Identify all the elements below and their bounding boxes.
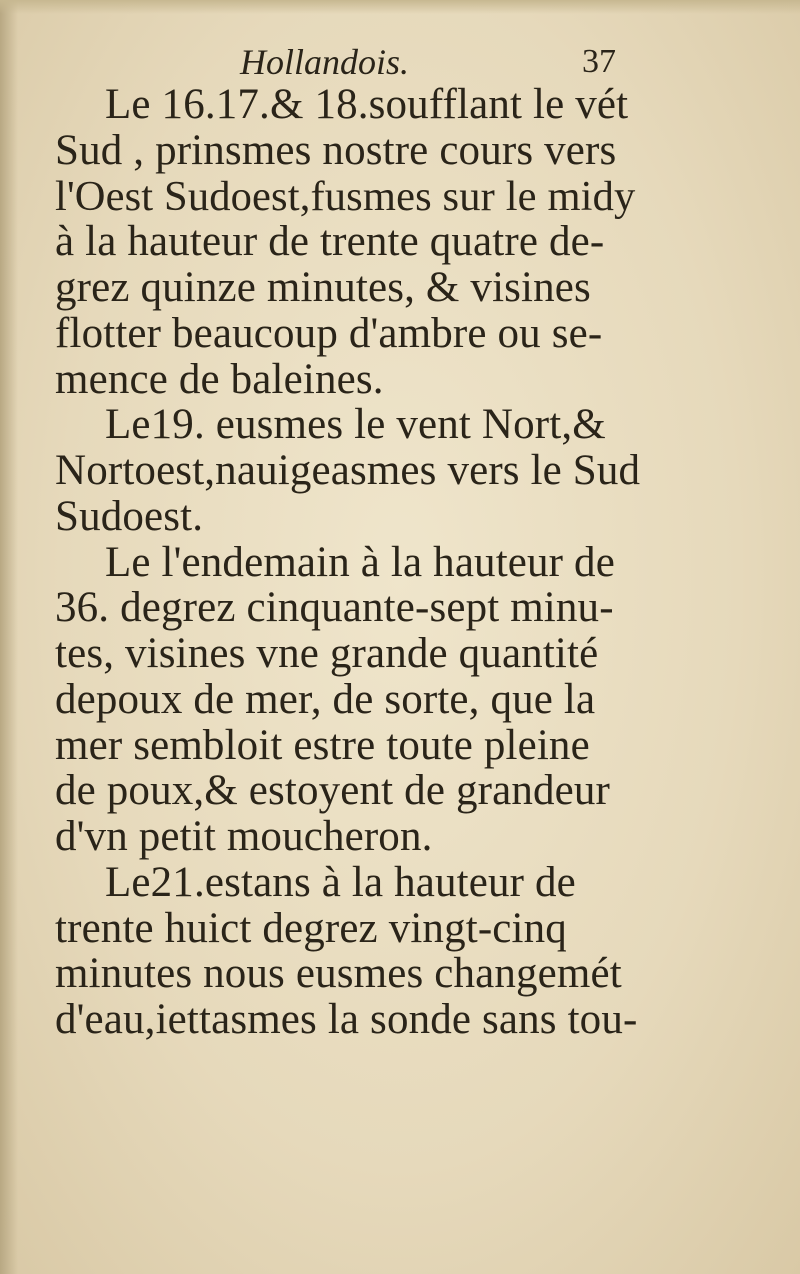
page-number: 37 xyxy=(582,43,616,80)
page-shadow-top xyxy=(0,0,800,14)
text-line: Le21.estans à la hauteur de xyxy=(105,858,576,906)
text-line: Sud , prinsmes nostre cours vers xyxy=(55,126,617,174)
body-text xyxy=(55,82,640,1043)
text-line: Le l'endemain à la hauteur de xyxy=(105,538,615,586)
text-line: Le19. eusmes le vent Nort,& xyxy=(105,401,606,449)
text-line: tes, visines vne grande quantité xyxy=(55,630,599,677)
page-shadow-left xyxy=(0,0,18,1274)
text-line: depoux de mer, de sorte, que la xyxy=(55,675,596,723)
text-line: l'Oest Sudoest,fusmes sur le midy xyxy=(55,172,636,220)
text-line: de poux,& estoyent de grandeur xyxy=(55,767,610,815)
text-line: Le 16.17.& 18.soufflant le vét xyxy=(105,81,629,128)
text-line: d'vn petit moucheron. xyxy=(55,813,433,860)
text-line: trente huict degrez vingt-cinq xyxy=(55,904,567,952)
text-line: minutes nous eusmes changemét xyxy=(55,950,622,998)
text-line: mence de baleines. xyxy=(55,355,384,403)
text-line: Sudoest. xyxy=(55,492,204,540)
text-line: d'eau,iettasmes la sonde sans tou- xyxy=(55,996,638,1043)
text-line: grez quinze minutes, & visines xyxy=(55,264,591,311)
text-line: Nortoest,nauigeasmes vers le Sud xyxy=(55,447,641,494)
text-line: mer sembloit estre toute pleine xyxy=(55,721,590,769)
text-line: 36. degrez cinquante-sept minu- xyxy=(55,584,614,632)
running-title: Hollandois. xyxy=(240,42,410,82)
text-line: à la hauteur de trente quatre de- xyxy=(55,218,605,266)
text-line: flotter beaucoup d'ambre ou se- xyxy=(55,309,603,357)
